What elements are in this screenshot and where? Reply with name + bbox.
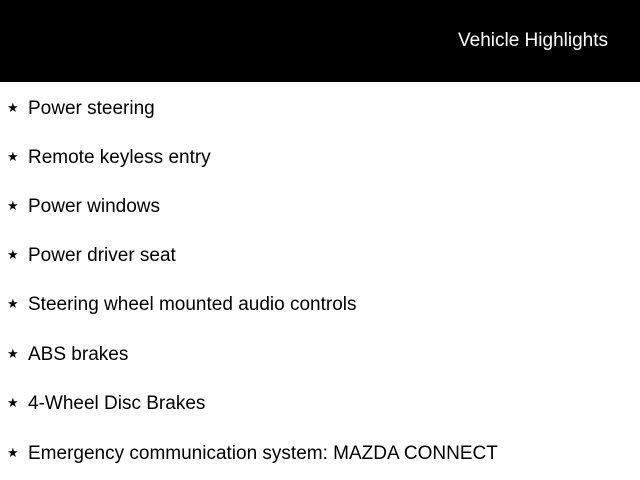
- list-item: [0, 96, 640, 126]
- feature-label: Power windows: [28, 196, 160, 217]
- star-icon: ★: [7, 296, 19, 311]
- list-item: [0, 145, 640, 175]
- star-icon: ★: [7, 100, 19, 115]
- list-item: [0, 391, 640, 421]
- list-item: [0, 194, 640, 224]
- list-item: [0, 342, 640, 372]
- feature-label: Remote keyless entry: [28, 147, 211, 168]
- feature-label: Steering wheel mounted audio controls: [28, 294, 357, 315]
- feature-label: Power driver seat: [28, 245, 176, 266]
- list-item: [0, 243, 640, 273]
- star-icon: ★: [7, 247, 19, 262]
- star-icon: ★: [7, 445, 19, 460]
- star-icon: ★: [7, 395, 19, 410]
- header-bar: [0, 0, 640, 82]
- page-title: Vehicle Highlights: [458, 30, 608, 51]
- feature-label: Power steering: [28, 98, 155, 119]
- list-item: [0, 292, 640, 322]
- feature-label: ABS brakes: [28, 344, 129, 365]
- feature-label: 4-Wheel Disc Brakes: [28, 393, 206, 414]
- star-icon: ★: [7, 346, 19, 361]
- star-icon: ★: [7, 198, 19, 213]
- list-item: [0, 441, 640, 471]
- star-icon: ★: [7, 149, 19, 164]
- feature-label: Emergency communication system: MAZDA CONNECT: [28, 443, 498, 464]
